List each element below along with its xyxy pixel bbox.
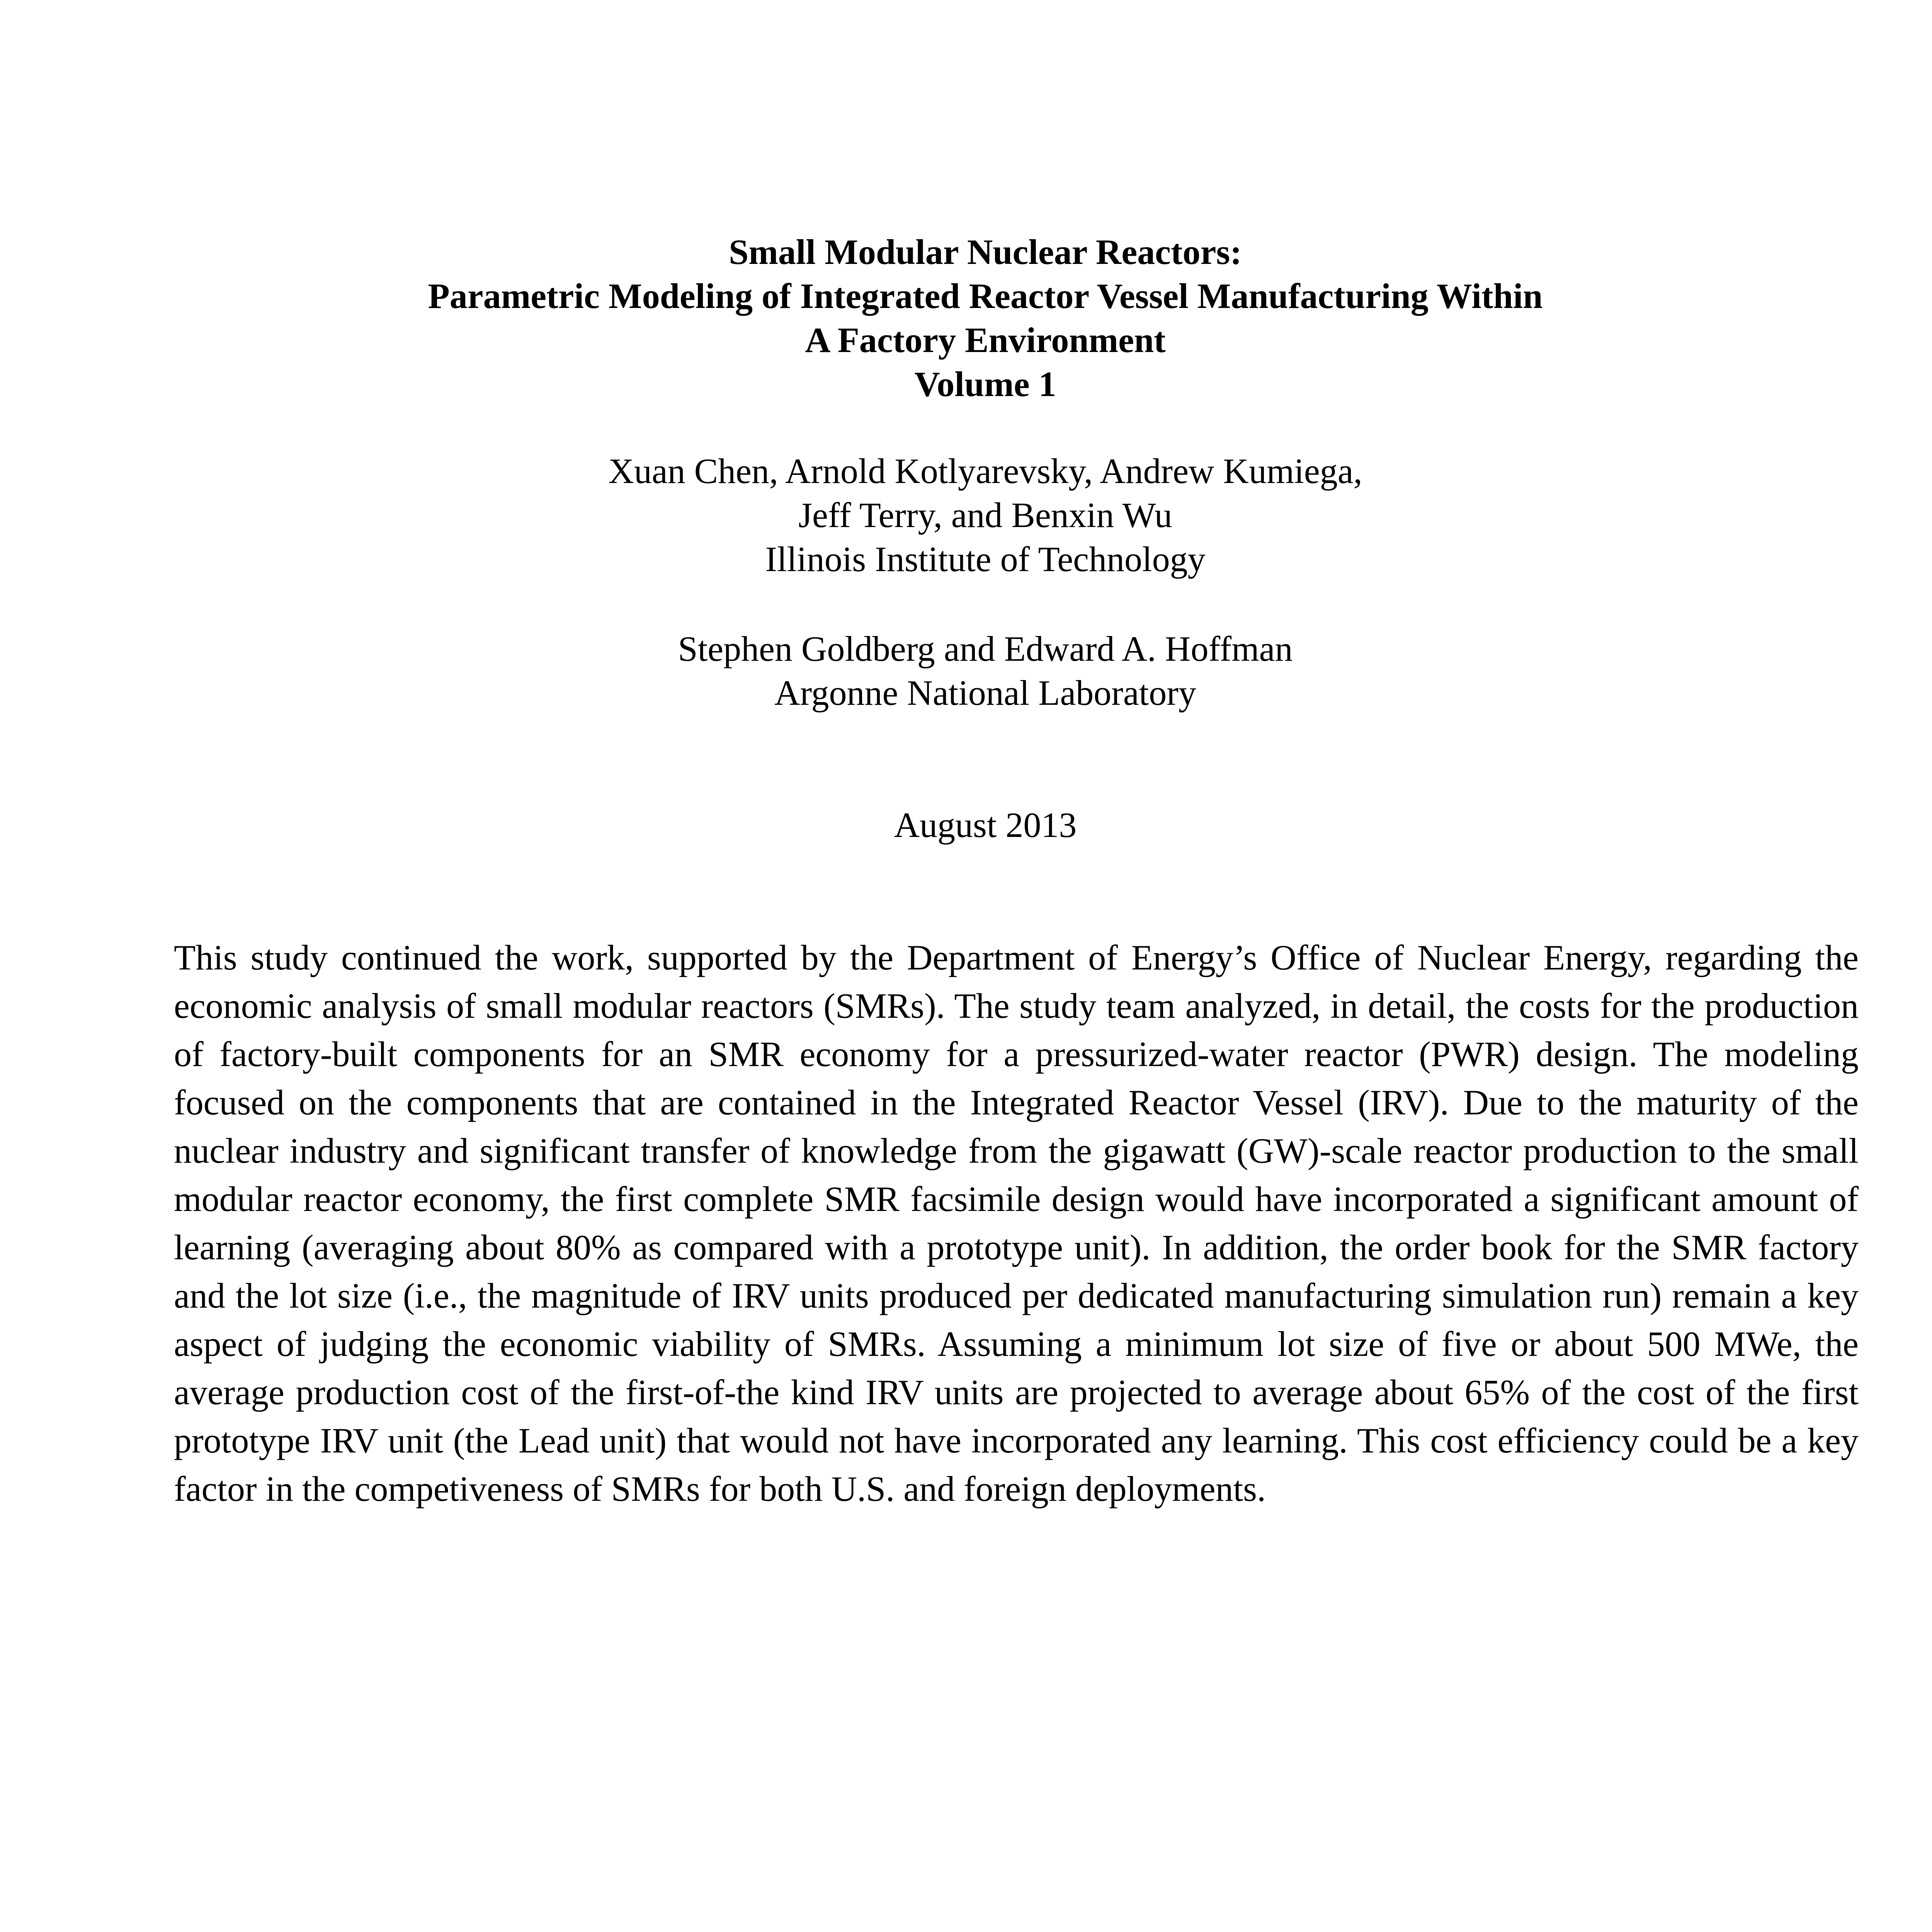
author-affiliation-iit: Illinois Institute of Technology <box>765 539 1206 579</box>
author-group-argonne <box>0 627 1932 715</box>
title-line-1: Small Modular Nuclear Reactors: <box>729 232 1242 272</box>
abstract-paragraph: This study continued the work, supported by the Department of Energy’s Office of Nuclear Energy, regarding the economic analysis of small modular reactors (SMRs). The study team analyzed, in detail, the costs for the production of factory-built components for an SMR economy for a pressurized-water reactor (PWR) design. The modeling focused on the components that are contained in the Integrated Reactor Vessel (IRV). Due to the maturity of the nuclear industry and significant transfer of knowledge from the gigawatt (GW)-scale reactor production to the small modular reactor economy, the first complete SMR facsimile design would have incorporated a significant amount of learning (averaging about 80% as compared with a prototype unit). In addition, the order book for the SMR factory and the lot size (i.e., the magnitude of IRV units produced per dedicated manufacturing simulation run) remain a key aspect of judging the economic viability of SMRs. Assuming a minimum lot size of five or about 500 MWe, the average production cost of the first-of-the kind IRV units are projected to average about 65% of the cost of the first prototype IRV unit (the Lead unit) that would not have incorporated any learning. This cost efficiency could be a key factor in the competiveness of SMRs for both U.S. and foreign deployments. <box>174 938 1859 1509</box>
author-names-line-2: Jeff Terry, and Benxin Wu <box>798 495 1172 535</box>
title-line-2: Parametric Modeling of Integrated Reactor Vessel Manufacturing Within <box>428 276 1543 316</box>
document-title <box>0 230 1932 406</box>
author-names-argonne: Stephen Goldberg and Edward A. Hoffman <box>678 629 1293 668</box>
author-group-iit <box>0 449 1932 581</box>
title-line-volume: Volume 1 <box>914 364 1056 404</box>
title-line-3: A Factory Environment <box>805 320 1166 360</box>
author-affiliation-argonne: Argonne National Laboratory <box>774 673 1196 713</box>
author-names-line-1: Xuan Chen, Arnold Kotlyarevsky, Andrew Kumiega, <box>608 451 1362 491</box>
publication-date: August 2013 <box>894 805 1077 845</box>
